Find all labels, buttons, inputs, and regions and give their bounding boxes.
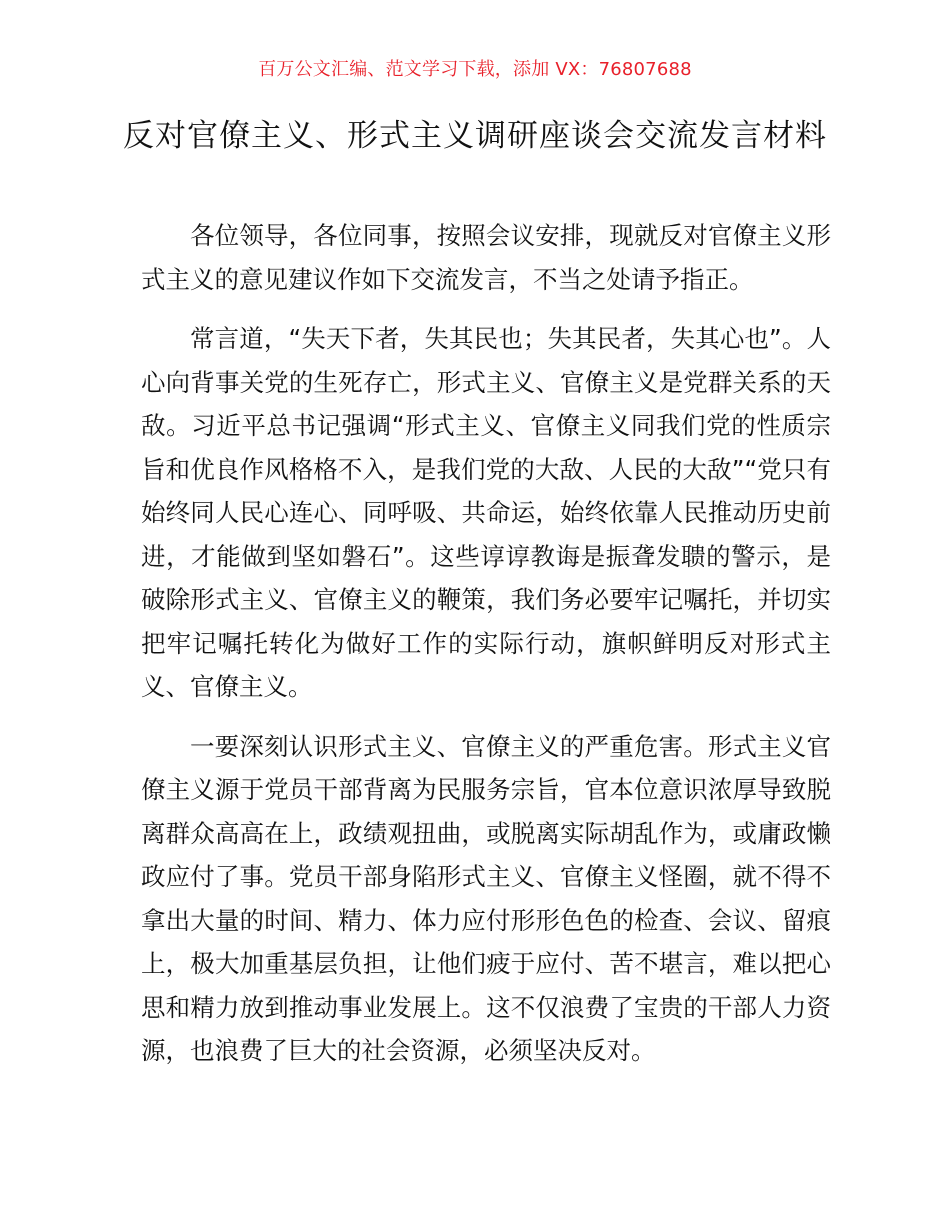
document-body [141, 214, 831, 1089]
paragraph-point-one: 一要深刻认识形式主义、官僚主义的严重危害。形式主义官僚主义源于党员干部背离为民服务宗旨，官本位意识浓厚导致脱离群众高高在上，政绩观扭曲，或脱离实际胡乱作为，或庸政懒政应付了事。党员干部身陷形式主义、官僚主义怪圈，就不得不拿出大量的时间、精力、体力应付形形色色的检查、会议、留痕上，极大加重基层负担，让他们疲于应付、苦不堪言，难以把心思和精力放到推动事业发展上。这不仅浪费了宝贵的干部人力资源，也浪费了巨大的社会资源，必须坚决反对。 [141, 731, 831, 1065]
paragraph-quote: 常言道，“失天下者，失其民也；失其民者，失其心也”。人心向背事关党的生死存亡，形式主义、官僚主义是党群关系的天敌。习近平总书记强调“形式主义、官僚主义同我们党的性质宗旨和优良作风格格不入，是我们党的大敌、人民的大敌”“党只有始终同人民心连心、同呼吸、共命运，始终依靠人民推动历史前进，才能做到坚如磐石”。这些谆谆教诲是振聋发聩的警示，是破除形式主义、官僚主义的鞭策，我们务必要牢记嘱托，并切实把牢记嘱托转化为做好工作的实际行动，旗帜鲜明反对形式主义、官僚主义。 [141, 324, 831, 701]
watermark-banner: 百万公文汇编、范文学习下载，添加 VX：76807688 [258, 59, 692, 80]
document-title: 反对官僚主义、形式主义调研座谈会交流发言材料 [123, 118, 827, 154]
paragraph-opening: 各位领导，各位同事，按照会议安排，现就反对官僚主义形式主义的意见建议作如下交流发言，不当之处请予指正。 [141, 221, 831, 294]
